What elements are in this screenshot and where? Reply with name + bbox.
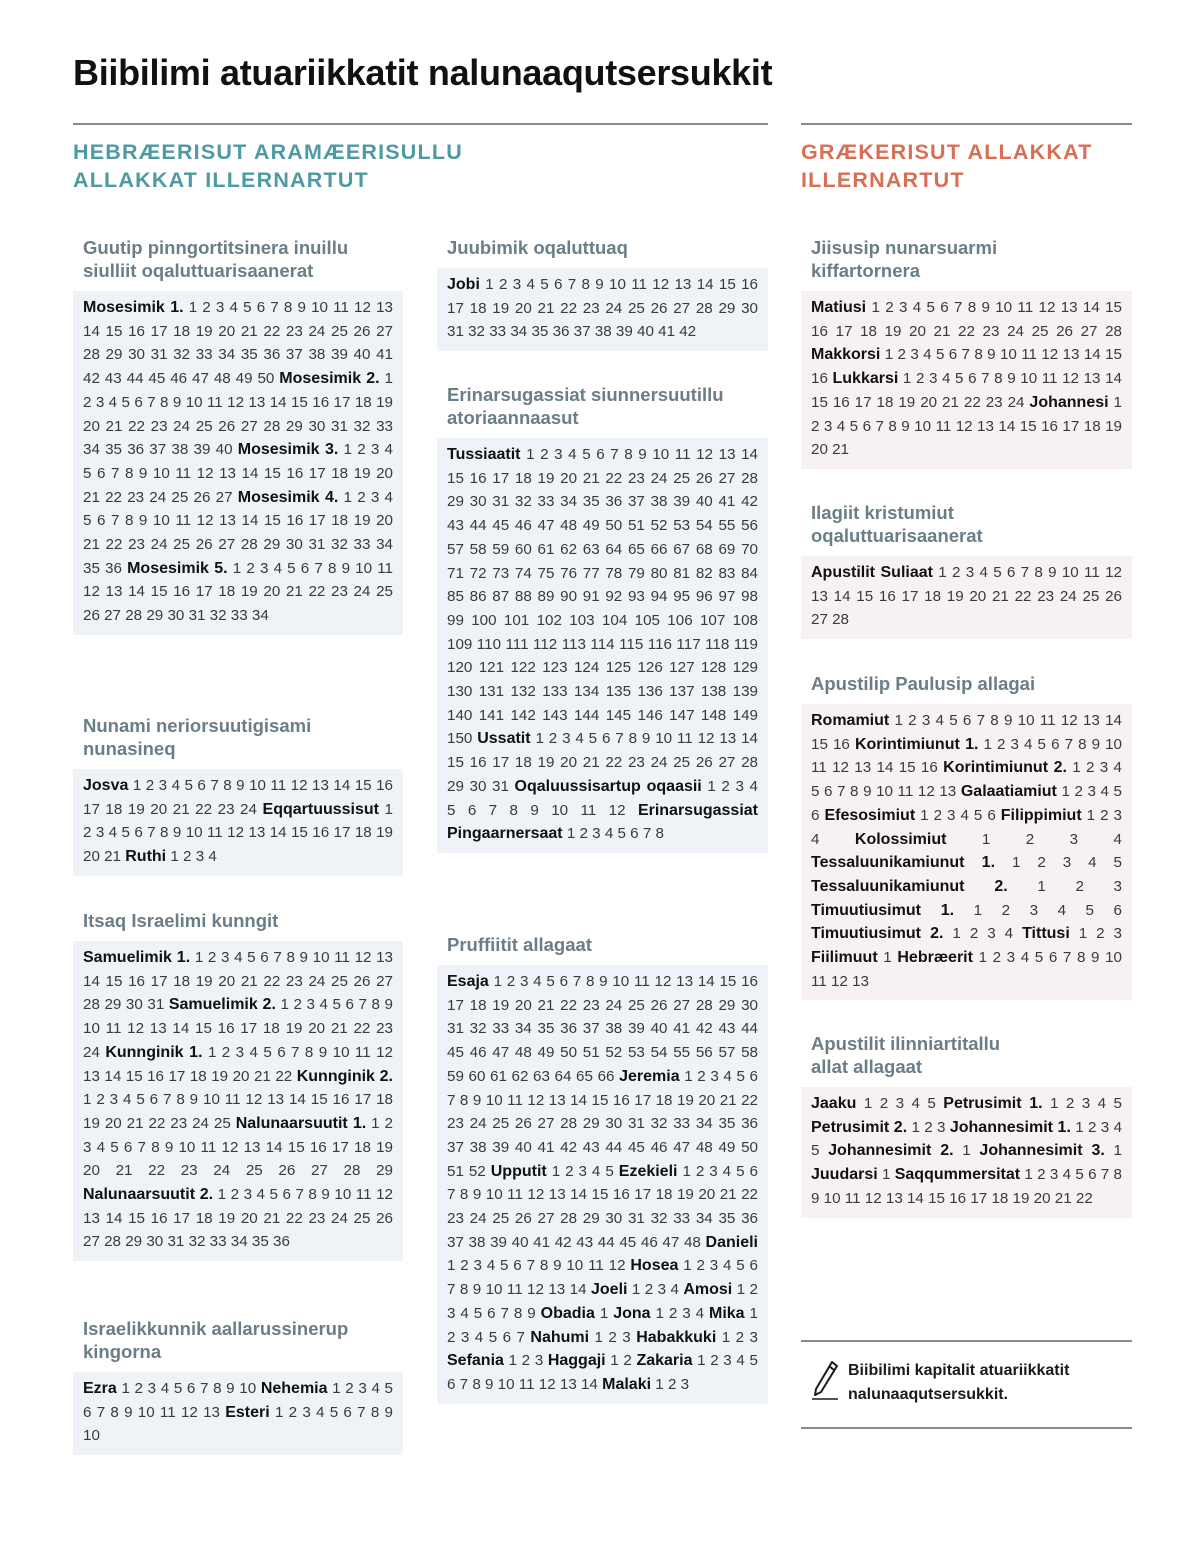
chapter-numbers: 1 2 3 4 5 6 7 8 9 10 11 12 13 14 15 16 17 18 19 20 21 22 23 24 25 26 27 28 29 30 31 32 33 34 35 36 (83, 488, 393, 577)
book-name: Mosesimik 1. (83, 299, 184, 316)
left-top-rule (73, 123, 768, 125)
group-after-exile (73, 1317, 403, 1455)
chapter-numbers: 1 2 3 4 (170, 848, 217, 866)
chapter-numbers: 1 2 3 4 (952, 925, 1014, 943)
chapter-box (801, 704, 1132, 1000)
chapter-numbers: 1 2 3 4 5 6 7 8 9 10 11 12 13 (83, 1380, 393, 1421)
chapter-numbers: 1 2 3 (655, 1375, 690, 1393)
book-name: Hebræerit (897, 949, 973, 967)
group-title (437, 236, 768, 259)
group-title-line: Pruffiitit allagaat (447, 934, 592, 955)
chapter-numbers: 1 (1113, 1142, 1122, 1160)
hebrew-heading-line-1: HEBRÆERISUT ARAMÆERISULLU (73, 140, 463, 164)
book-name: Jona (613, 1304, 651, 1322)
group-job (437, 236, 768, 351)
book-name: Johannesimit 3. (979, 1142, 1105, 1160)
chapter-numbers: 1 2 3 4 (655, 1304, 705, 1322)
book-name: Kunnginik 2. (296, 1067, 393, 1085)
book-name: Josva (83, 777, 129, 794)
book-name: Mika (709, 1304, 745, 1322)
chapter-numbers: 1 2 3 (508, 1352, 544, 1370)
chapter-numbers: 1 2 3 4 5 6 7 (447, 1304, 758, 1346)
chapter-numbers: 1 2 3 4 5 6 7 8 9 10 11 12 13 14 15 16 17 18 19 20 21 22 23 24 25 26 27 28 29 30 31 32 33 34 35 36 37 38 39 40 41 42 43 44 45 46 47 48 (447, 1162, 758, 1251)
chapter-numbers: 1 2 3 4 5 6 (920, 806, 996, 824)
chapter-numbers: 1 2 3 4 (981, 830, 1122, 848)
book-name: Esaja (447, 973, 489, 990)
group-title (801, 236, 1132, 282)
chapter-numbers: 1 2 3 4 5 6 7 8 9 10 11 12 13 14 15 16 17 18 19 20 21 22 23 24 25 26 27 28 29 30 31 (447, 730, 758, 795)
note-line-1: Biibilimi kapitalit atuariikkatit (848, 1362, 1070, 1379)
chapter-numbers: 1 2 3 4 5 (811, 1118, 1123, 1160)
book-name: Saqqummersitat (894, 1166, 1021, 1184)
chapter-numbers: 1 2 3 4 5 6 7 8 9 10 11 12 13 (811, 759, 1122, 801)
book-name: Samuelimik 1. (83, 949, 191, 966)
book-name: Apustilit Suliaat (811, 564, 933, 581)
chapter-numbers: 1 2 3 4 5 6 7 8 9 10 11 12 13 14 (447, 1257, 758, 1299)
chapter-numbers: 1 2 3 4 5 6 7 8 9 10 11 12 13 14 15 16 (811, 712, 1122, 753)
group-title-line: Erinarsugassiat siunnersuutillu (447, 384, 724, 405)
group-israel-kings (73, 909, 403, 1261)
group-title (437, 383, 768, 429)
book-name: Ruthi (125, 848, 167, 866)
chapter-numbers: 1 2 3 (1037, 877, 1122, 895)
chapter-box (73, 291, 403, 635)
greek-heading-line-1: GRÆKERISUT ALLAKKAT (801, 140, 1093, 164)
hebrew-heading-line-2: ALLAKKAT ILLERNARTUT (73, 168, 369, 192)
hebrew-section-heading (73, 138, 463, 194)
chapter-numbers: 1 2 3 (721, 1328, 758, 1346)
chapter-numbers: 1 2 3 4 5 6 7 8 9 10 11 12 13 14 15 16 17 18 19 20 21 22 23 24 25 26 27 28 29 30 31 32 33 34 35 36 37 38 39 40 41 42 43 44 45 46 47 48 49 50 51 52 53 54 55 56 57 58 59 60 61 62 63 64 65 66 67 68 69 70 71 72 73 74 75 76 77 78 79 80 81 82 83 84 85 86 87 88 89 90 91 92 93 94 95 96 97 98 99 100 101 102 103 104 105 106 107 108 109 110 111 112 113 114 115 116 117 118 119 120 121 122 123 124 125 126 127 128 129 130 131 132 133 134 135 136 137 138 139 140 141 142 143 144 145 146 147 148 149 150 (447, 446, 758, 748)
chapter-numbers: 1 2 3 4 5 6 7 8 9 10 11 12 13 14 15 16 17 18 19 20 21 22 23 24 25 26 27 28 29 30 31 32 33 34 35 36 37 38 39 40 41 42 43 44 45 46 47 48 49 50 51 52 (447, 1067, 758, 1180)
book-name: Amosi (683, 1281, 733, 1299)
reading-note (848, 1359, 1118, 1407)
chapter-numbers: 1 2 3 4 5 6 7 8 9 10 11 12 13 14 15 16 17 18 19 20 21 22 23 24 25 26 27 28 29 30 31 32 33 34 (83, 559, 393, 625)
group-title-line: Jiisusip nunarsuarmi (811, 237, 998, 258)
group-title-line: nunasineq (83, 738, 176, 759)
chapter-numbers: 1 2 3 4 5 6 7 8 9 10 11 12 (447, 1257, 626, 1275)
book-name: Erinarsugassiat Pingaarnersaat (447, 801, 758, 843)
book-name: Nahumi (530, 1328, 590, 1346)
book-name: Juudarsi (811, 1166, 878, 1184)
chapter-numbers: 1 2 3 4 5 6 7 8 9 10 11 12 13 14 15 16 17 18 19 20 21 22 23 24 25 26 27 28 29 30 31 32 33 34 35 36 (83, 1186, 393, 1251)
chapter-numbers: 1 2 3 4 5 6 7 8 9 10 11 12 13 14 15 16 17 18 19 20 21 22 23 24 25 26 27 28 29 30 31 32 33 34 35 36 37 38 39 40 41 42 43 44 45 46 47 48 49 50 51 52 53 54 55 56 57 58 59 60 61 62 63 64 65 66 (447, 973, 758, 1085)
group-title-line: Israelikkunnik aallarussinerup (83, 1318, 349, 1339)
chapter-numbers: 1 2 3 4 5 6 7 8 9 10 11 12 13 14 15 16 (811, 346, 1122, 388)
group-prophets (437, 933, 768, 1404)
chapter-numbers: 1 (962, 1142, 971, 1160)
group-title-line: oqaluttuarisaanerat (811, 525, 983, 546)
book-name: Galaatiamiut (960, 783, 1057, 801)
book-name: Mosesimik 3. (237, 441, 339, 459)
book-name: Upputit (490, 1162, 547, 1180)
chapter-numbers: 1 2 3 4 5 6 7 8 9 10 11 12 13 14 15 16 17 18 19 20 21 22 23 24 25 (83, 1091, 393, 1132)
chapter-numbers: 1 (599, 1304, 609, 1322)
chapter-numbers: 1 2 3 4 5 6 7 8 9 10 11 12 13 14 15 16 17 18 19 20 21 22 23 24 25 26 27 28 29 30 31 (83, 949, 394, 1014)
chapter-box (437, 965, 768, 1404)
chapter-numbers: 1 2 3 4 5 6 7 8 9 10 (83, 1403, 393, 1445)
book-name: Jaaku (811, 1095, 857, 1112)
group-title-line: kiffartornera (811, 260, 920, 281)
chapter-box (73, 941, 403, 1261)
book-name: Ezekieli (618, 1162, 678, 1180)
book-name: Obadia (540, 1304, 595, 1322)
chapter-numbers: 1 2 3 (911, 1118, 946, 1136)
chapter-numbers: 1 2 3 4 5 6 7 8 9 10 11 12 13 14 15 16 17 18 19 20 21 22 23 24 (811, 370, 1122, 411)
group-christian-congregation (801, 501, 1132, 639)
chapter-numbers: 1 2 3 (594, 1328, 631, 1346)
book-name: Matiusi (811, 299, 867, 316)
book-name: Nalunaarsuutit 1. (235, 1114, 367, 1132)
note-bottom-rule (801, 1427, 1132, 1429)
book-name: Filippimiut (1000, 806, 1082, 824)
book-name: Tessaluunikamiunut 1. (811, 854, 996, 872)
group-title (73, 909, 403, 932)
book-name: Nalunaarsuutit 2. (83, 1186, 214, 1204)
group-title-line: Nunami neriorsuutigisami (83, 715, 312, 736)
group-title-line: kingorna (83, 1341, 162, 1362)
book-name: Petrusimit 2. (811, 1118, 908, 1136)
chapter-numbers: 1 2 3 4 5 6 7 8 9 10 11 12 13 14 15 16 17 18 19 20 21 22 23 24 25 26 27 28 (811, 299, 1122, 340)
chapter-box (437, 438, 768, 853)
chapter-numbers: 1 (881, 1166, 891, 1184)
chapter-numbers: 1 2 3 4 5 6 7 8 9 10 11 12 13 14 15 16 17 18 19 20 21 22 23 24 25 26 27 28 29 30 31 32 33 34 35 36 37 38 39 40 41 42 (447, 276, 758, 341)
page-title: Biibilimi atuariikkatit nalunaaqutsersukkit (73, 52, 773, 93)
group-title-line: Itsaq Israelimi kunngit (83, 910, 279, 931)
group-title (73, 236, 403, 282)
group-promised-land (73, 714, 403, 876)
group-paul-letters (801, 672, 1132, 1000)
chapter-numbers: 1 2 3 4 5 6 7 8 9 10 11 12 13 14 15 16 17 18 19 20 21 (811, 393, 1122, 459)
group-title-line: Apustilit ilinniartitallu (811, 1033, 1001, 1054)
chapter-numbers: 1 2 3 4 (811, 806, 1122, 848)
chapter-box (801, 556, 1132, 639)
chapter-numbers: 1 (883, 949, 892, 967)
book-name: Zakaria (636, 1352, 693, 1370)
group-title-line: Guutip pinngortitsinera inuillu (83, 237, 349, 258)
pencil-icon (810, 1359, 840, 1401)
chapter-numbers: 1 2 3 4 (631, 1281, 679, 1299)
chapter-numbers: 1 2 3 4 5 6 (973, 901, 1122, 919)
chapter-box (73, 1372, 403, 1455)
book-name: Mosesimik 4. (237, 488, 339, 506)
chapter-numbers: 1 2 3 4 5 (863, 1095, 936, 1112)
chapter-numbers: 1 2 3 (1078, 925, 1122, 943)
chapter-numbers: 1 2 3 4 5 6 7 8 9 10 11 12 13 14 15 16 17 18 19 20 21 22 23 24 25 26 27 28 29 30 31 32 33 34 35 36 37 38 39 40 41 42 43 44 45 46 47 48 49 50 (83, 299, 393, 388)
book-name: Oqaluussisartup oqaasii (514, 777, 702, 795)
chapter-box (437, 268, 768, 351)
book-name: Habakkuki (636, 1328, 717, 1346)
book-name: Johannesimit 2. (828, 1142, 954, 1160)
book-name: Ussatit (477, 730, 531, 748)
chapter-numbers: 1 2 3 4 5 6 7 8 9 10 11 12 13 14 15 16 17 18 19 20 21 22 23 24 25 26 27 (83, 441, 393, 506)
book-name: Nehemia (260, 1380, 328, 1397)
chapter-numbers: 1 2 3 4 5 6 7 8 9 10 11 12 13 14 15 16 (811, 735, 1122, 777)
greek-section-heading (801, 138, 1093, 194)
chapter-numbers: 1 2 3 4 5 (551, 1162, 614, 1180)
book-name: Haggaji (547, 1352, 606, 1370)
right-top-rule (801, 123, 1132, 125)
note-top-rule (801, 1340, 1132, 1342)
group-title-line: Apustilip Paulusip allagai (811, 673, 1036, 694)
group-title-line: siulliit oqaluttuarisaanerat (83, 260, 314, 281)
book-name: Mosesimik 5. (127, 559, 228, 577)
group-other-letters (801, 1032, 1132, 1218)
group-title-line: Ilagiit kristumiut (811, 502, 954, 523)
book-name: Tussiaatit (447, 446, 521, 463)
chapter-numbers: 1 2 3 4 5 6 7 8 9 10 11 12 13 14 (447, 1352, 758, 1393)
group-title (801, 501, 1132, 547)
book-name: Eqqartuussisut (262, 800, 379, 818)
group-title (801, 1032, 1132, 1078)
group-jesus-ministry (801, 236, 1132, 469)
book-name: Johannesimit 1. (949, 1118, 1071, 1136)
chapter-numbers: 1 2 3 4 5 6 7 8 9 10 11 12 13 14 15 16 17 18 19 20 21 22 23 24 25 26 27 28 (811, 564, 1122, 629)
chapter-numbers: 1 2 (610, 1352, 632, 1370)
chapter-numbers: 1 2 3 4 5 6 7 8 9 10 11 12 13 14 15 16 17 18 19 20 21 22 23 24 (83, 777, 393, 818)
book-name: Tessaluunikamiunut 2. (811, 877, 1008, 895)
chapter-numbers: 1 2 3 4 5 6 7 8 9 10 11 12 (447, 777, 758, 819)
book-name: Jeremia (619, 1067, 680, 1085)
group-title-line: allat allagaat (811, 1056, 923, 1077)
book-name: Mosesimik 2. (279, 370, 380, 388)
chapter-numbers: 1 2 3 4 5 6 7 8 9 10 11 12 13 (811, 949, 1122, 990)
book-name: Lukkarsi (832, 370, 899, 388)
chapter-numbers: 1 2 3 4 5 (1050, 1095, 1122, 1112)
chapter-box (801, 1087, 1132, 1218)
book-name: Petrusimit 1. (943, 1095, 1043, 1112)
chapter-box (73, 769, 403, 876)
book-name: Esteri (225, 1403, 270, 1421)
book-name: Danieli (705, 1233, 758, 1251)
chapter-numbers: 1 2 3 4 5 6 7 8 9 10 11 12 13 14 15 16 17 18 19 20 21 (83, 800, 393, 866)
group-title-line: Juubimik oqaluttuaq (447, 237, 628, 258)
chapter-numbers: 1 2 3 4 5 6 7 8 9 10 11 12 13 14 15 16 17 18 19 20 21 22 23 24 (83, 996, 393, 1061)
book-name: Hosea (630, 1257, 679, 1275)
book-name: Kunnginik 1. (105, 1043, 203, 1061)
group-title (801, 672, 1132, 695)
chapter-numbers: 1 2 3 4 5 6 7 8 9 10 11 12 13 14 15 16 17 18 19 20 21 22 23 24 25 26 27 28 29 (83, 1114, 393, 1180)
book-name: Makkorsi (811, 346, 881, 364)
chapter-numbers: 1 2 3 4 5 6 7 8 9 (447, 1281, 758, 1322)
book-name: Fiilimuut (811, 949, 878, 967)
greek-heading-line-2: ILLERNARTUT (801, 168, 965, 192)
chapter-numbers: 1 2 3 4 5 (1011, 854, 1122, 872)
chapter-numbers: 1 2 3 4 5 6 7 8 9 10 11 12 13 14 15 16 17 18 19 20 21 22 (811, 1166, 1122, 1207)
chapter-numbers: 1 2 3 4 5 6 7 8 9 10 11 12 13 14 15 16 17 18 19 20 21 22 (83, 1043, 393, 1085)
book-name: Sefania (447, 1352, 504, 1370)
book-name: Korintimiunut 1. (854, 735, 979, 753)
book-name: Korintimiunut 2. (943, 759, 1067, 777)
chapter-numbers: 1 2 3 4 5 6 7 8 9 10 11 12 13 14 15 16 17 18 19 20 21 22 23 24 25 26 27 28 29 30 31 32 33 34 35 36 37 38 39 40 (83, 370, 393, 459)
book-name: Timuutiusimut 2. (811, 925, 944, 943)
book-name: Samuelimik 2. (168, 996, 276, 1014)
chapter-box (801, 291, 1132, 469)
book-name: Efesosimiut (824, 806, 916, 824)
book-name: Romamiut (811, 712, 890, 729)
chapter-numbers: 1 2 3 4 5 6 7 8 9 10 (121, 1380, 257, 1397)
group-songs-wisdom (437, 383, 768, 853)
book-name: Ezra (83, 1380, 117, 1397)
chapter-numbers: 1 2 3 4 5 6 7 8 (566, 825, 664, 843)
book-name: Kolossimiut (854, 830, 947, 848)
group-title (437, 933, 768, 956)
book-name: Johannesi (1029, 393, 1109, 411)
group-creation (73, 236, 403, 635)
book-name: Malaki (602, 1375, 652, 1393)
note-line-2: nalunaaqutsersukkit. (848, 1386, 1009, 1403)
group-title (73, 1317, 403, 1363)
book-name: Timuutiusimut 1. (811, 901, 955, 919)
chapter-numbers: 1 2 3 4 5 6 (811, 783, 1122, 824)
book-name: Tittusi (1022, 925, 1070, 943)
book-name: Joeli (591, 1281, 628, 1299)
group-title-line: atoriaannaasut (447, 407, 579, 428)
book-name: Jobi (447, 276, 480, 293)
group-title (73, 714, 403, 760)
